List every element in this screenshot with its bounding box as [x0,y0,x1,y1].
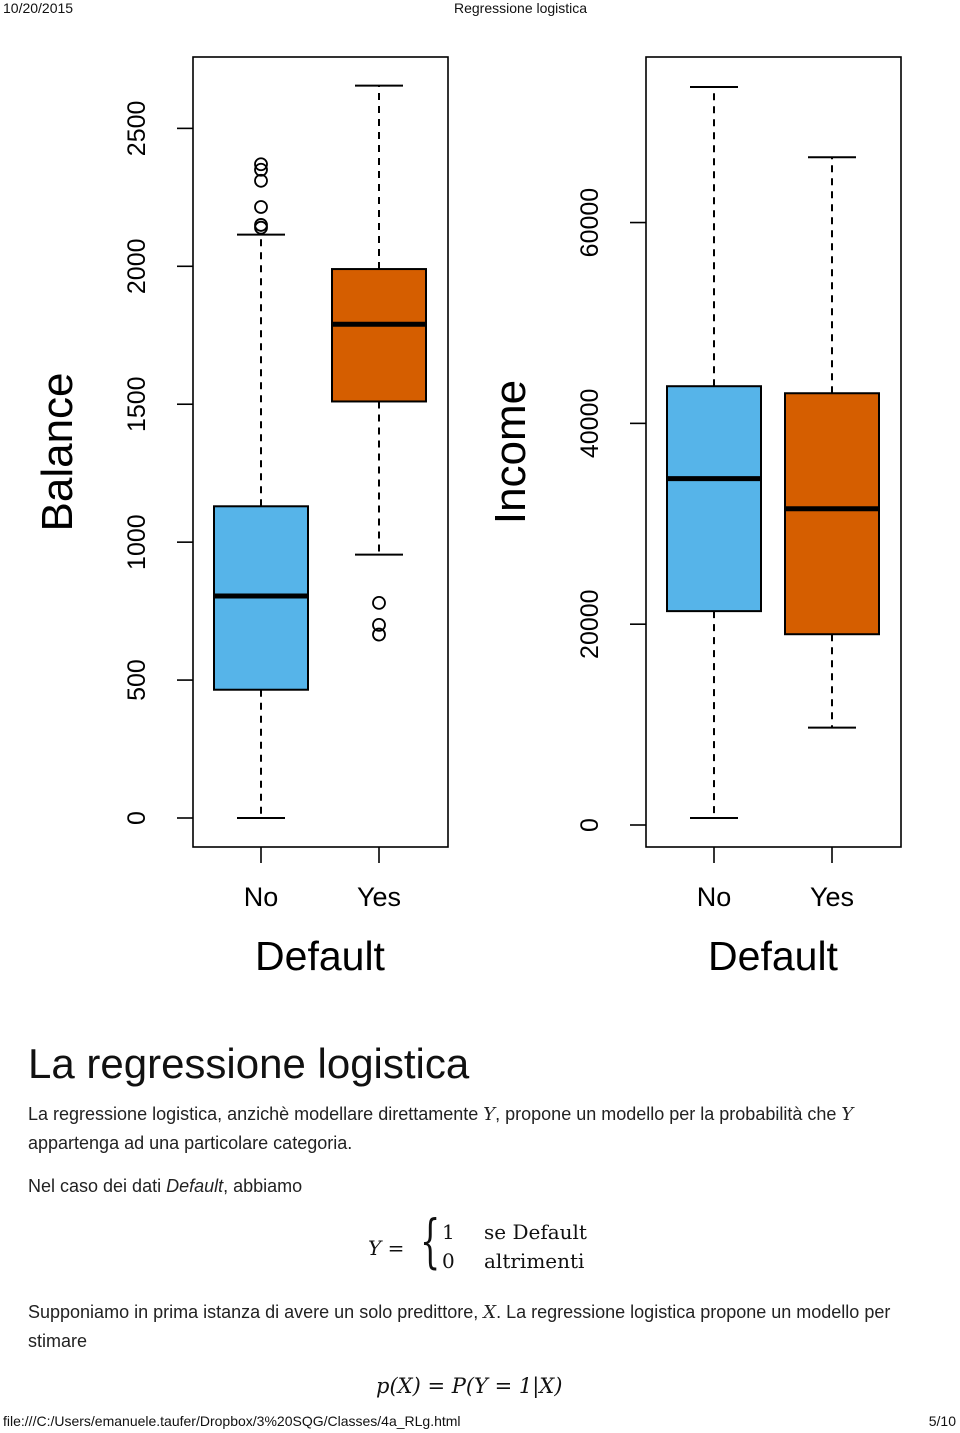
iqr-box [667,386,761,611]
eq1-row1-condition: se Default [484,1220,587,1244]
y-tick-label: 60000 [576,187,604,258]
y-tick-label: 40000 [576,388,604,459]
p3-text-2: . La regressione logistica propone un modello per stimare [28,1302,891,1351]
x-tick-label: No [696,882,732,912]
y-tick-label: 0 [123,811,151,825]
p1-text-2: , propone un modello per la probabilità che [495,1104,842,1124]
outlier-point [373,597,385,609]
boxplot-income [486,57,901,979]
box-no [214,158,308,818]
boxplot-figure [0,20,960,1020]
eq1-row2-condition: altrimenti [484,1249,585,1273]
x-tick-label: Yes [356,882,402,912]
y-tick-label: 2000 [123,238,151,295]
y-tick-label: 1500 [123,376,151,433]
y-tick-label: 20000 [576,589,604,659]
math-y: Y [483,1104,496,1125]
eq1-row2-value: 0 [442,1249,455,1273]
y-axis-title: Balance [33,372,82,532]
outlier-point [255,219,267,231]
x-axis-title: Default [708,933,838,979]
y-tick-label: 1000 [123,514,151,570]
p1-text-3: appartenga ad una particolare categoria. [28,1133,353,1153]
footer-page: 5/10 [928,1413,956,1429]
paragraph-predictor [28,1298,928,1356]
header-title: Regressione logistica [454,0,588,16]
iqr-box [332,269,426,401]
box-yes [332,86,426,641]
equation-probability: p(X) = P(Y = 1|X) [376,1374,563,1398]
y-axis-title: Income [486,379,535,525]
plot-frame [193,57,448,847]
math-x: X [483,1302,497,1323]
p2-text-2: , abbiamo [223,1176,303,1196]
equation-y-definition [368,1207,608,1282]
box-yes [785,157,879,727]
footer-path: file:///C:/Users/emanuele.taufer/Dropbox/3%20SQG/Classes/4a_RLg.html [3,1413,461,1429]
y-tick-label: 500 [123,659,151,701]
header-date: 10/20/2015 [3,0,74,16]
y-tick-label: 2500 [123,100,151,157]
box-no [667,87,761,818]
p3-text-1: Supponiamo in prima istanza di avere un solo predittore, [28,1302,484,1322]
x-tick-label: Yes [809,882,855,912]
boxplot-balance [33,57,448,979]
iqr-box [785,393,879,634]
left-brace-icon: { [420,1207,441,1275]
x-axis-title: Default [255,933,385,979]
dataset-name: Default [166,1176,224,1196]
eq1-row1-value: 1 [442,1220,455,1244]
x-tick-label: No [243,882,279,912]
outlier-point [255,201,267,213]
paragraph-intro [28,1100,928,1158]
paragraph-default [28,1172,928,1201]
outlier-point [255,222,267,234]
section-title: La regressione logistica [28,1040,470,1087]
eq1-lhs: Y = [368,1236,405,1260]
p2-text-1: Nel caso dei dati [28,1176,167,1196]
p1-text-1: La regressione logistica, anzichè modellare direttamente [28,1104,484,1124]
y-tick-label: 0 [576,818,604,832]
math-y: Y [841,1104,854,1125]
